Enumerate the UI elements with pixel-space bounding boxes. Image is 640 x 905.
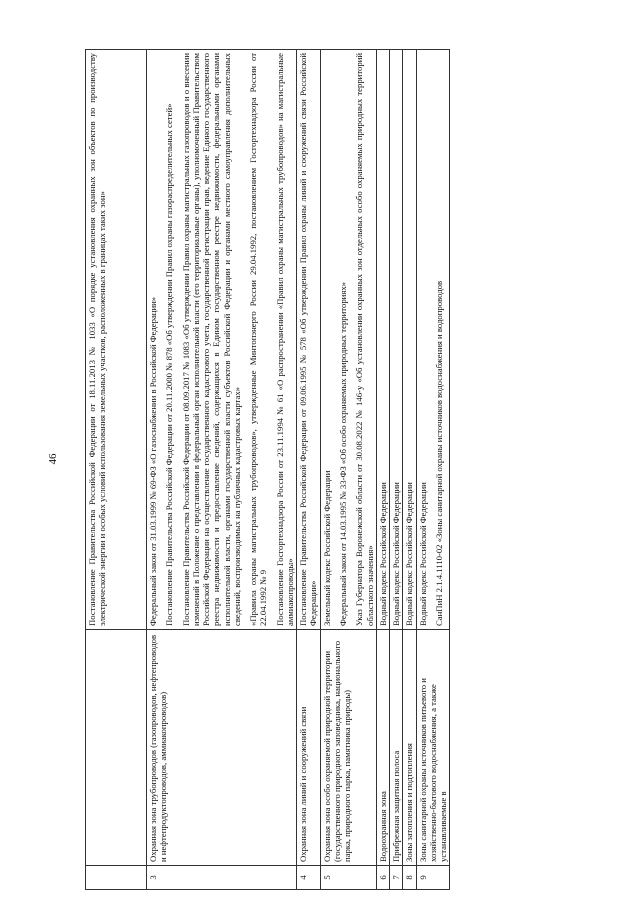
table-row (390, 50, 403, 890)
row-number: 3 (147, 866, 297, 890)
legal-document: Указ Губернатора Воронежской области от 30.08.2022 № 146-у «Об установлении охранных зон отдельных особо охраняемых природных территорий областного значения» (354, 53, 375, 626)
row-number: 9 (416, 866, 450, 890)
zone-name: Прибрежная защитная полоса (390, 630, 403, 866)
legal-documents (390, 50, 403, 630)
legal-document: Водный кодекс Российской Федерации (404, 482, 415, 626)
legal-document: Постановление Правительства Российской Федерации от 09.06.1995 № 578 «Об утверждении Правил охраны линий и сооружений связи Российской Федерации» (298, 53, 319, 626)
legal-documents (403, 50, 416, 630)
table-row (147, 50, 297, 890)
legal-document: Постановление Госгортехнадзора России от 23.11.1994 № 61 «О распространении «Правил охраны магистральных трубопроводов» на магистральные аммиакопроводы» (274, 53, 295, 626)
table-row (320, 50, 376, 890)
zone-name: Зоны санитарной охраны источников питьевого и хозяйственно-бытового водоснабжения, а также устанавливаемые в (416, 630, 450, 866)
row-number (86, 866, 147, 890)
zone-name: Зоны затопления и подтопления (403, 630, 416, 866)
legal-document: «Правила охраны магистральных трубопроводов», утвержденные Минтопэнерго России 29.04.1992, постановлением Госгортехнадзора России от 22.04.1992 № 9 (248, 53, 269, 626)
legal-documents (86, 50, 147, 630)
legal-document: СанПиН 2.1.4.1110-02 «Зоны санитарной охраны источников водоснабжения и водопроводов (433, 280, 444, 626)
legal-documents (297, 50, 321, 630)
zone-name (86, 630, 147, 866)
rotated-page (85, 50, 585, 890)
legal-documents (147, 50, 297, 630)
row-number: 6 (376, 866, 389, 890)
row-number: 4 (297, 866, 321, 890)
row-number: 7 (390, 866, 403, 890)
row-number: 8 (403, 866, 416, 890)
legal-document: Постановление Правительства Российской Федерации от 18.11.2013 № 1033 «О порядке установления охранных зон объектов по производству электрической энергии и особых условий использования земельных участков, расположенных в границах таких зон» (87, 53, 108, 626)
restrictions-table (85, 49, 450, 890)
table-row (416, 50, 450, 890)
legal-document: Земельный кодекс Российской Федерации (321, 470, 332, 626)
legal-document: Водный кодекс Российской Федерации (417, 482, 428, 626)
table-row (376, 50, 389, 890)
zone-name: Охранная зона особо охраняемой природной территории (государственного природного заповедника, национального парка, природного парка, памятника природы) (320, 630, 376, 866)
zone-name: Охранная зона линий и сооружений связи (297, 630, 321, 866)
legal-documents (320, 50, 376, 630)
table-row (86, 50, 147, 890)
zone-name: Водоохранная зона (376, 630, 389, 866)
legal-document: Постановление Правительства Российской Федерации от 08.09.2017 № 1083 «Об утверждении Правил охраны магистральных газопроводов и о внесении изменений в Положение о представлении в федеральный орган исполнительной власти (его территориальные органы), уполномоченный Правительством Российской Федерации на осуществление государственного кадастрового учета, государственной регистрации прав, ведение Единого государственного реестра недвижимости и предоставление сведений, содержащихся в Едином государственном реестре недвижимости, федеральными органами исполнительной власти, органами государственной власти субъектов Российской Федерации и органами местного самоуправления дополнительных сведений, воспроизводимых на публичных кадастровых картах» (180, 53, 242, 626)
table-row (403, 50, 416, 890)
legal-documents (376, 50, 389, 630)
legal-documents (416, 50, 450, 630)
legal-document: Водный кодекс Российской Федерации (391, 482, 402, 626)
table-row (297, 50, 321, 890)
page-number: 46 (47, 453, 59, 465)
legal-document: Водный кодекс Российской Федерации (377, 482, 388, 626)
row-number: 5 (320, 866, 376, 890)
zone-name: Охранная зона трубопроводов (газопроводов, нефтепроводов и нефтепродуктопроводов, аммиакопроводов) (147, 630, 297, 866)
legal-document: Федеральный закон от 14.03.1995 № 33-ФЗ «Об особо охраняемых природных территориях» (337, 281, 348, 626)
legal-document: Постановление Правительства Российской Федерации от 20.11.2000 № 878 «Об утверждении Правил охраны газораспределительных сетей» (164, 103, 175, 626)
legal-document: Федеральный закон от 31.03.1999 № 69-ФЗ «О газоснабжении в Российской Федерации» (148, 296, 158, 626)
